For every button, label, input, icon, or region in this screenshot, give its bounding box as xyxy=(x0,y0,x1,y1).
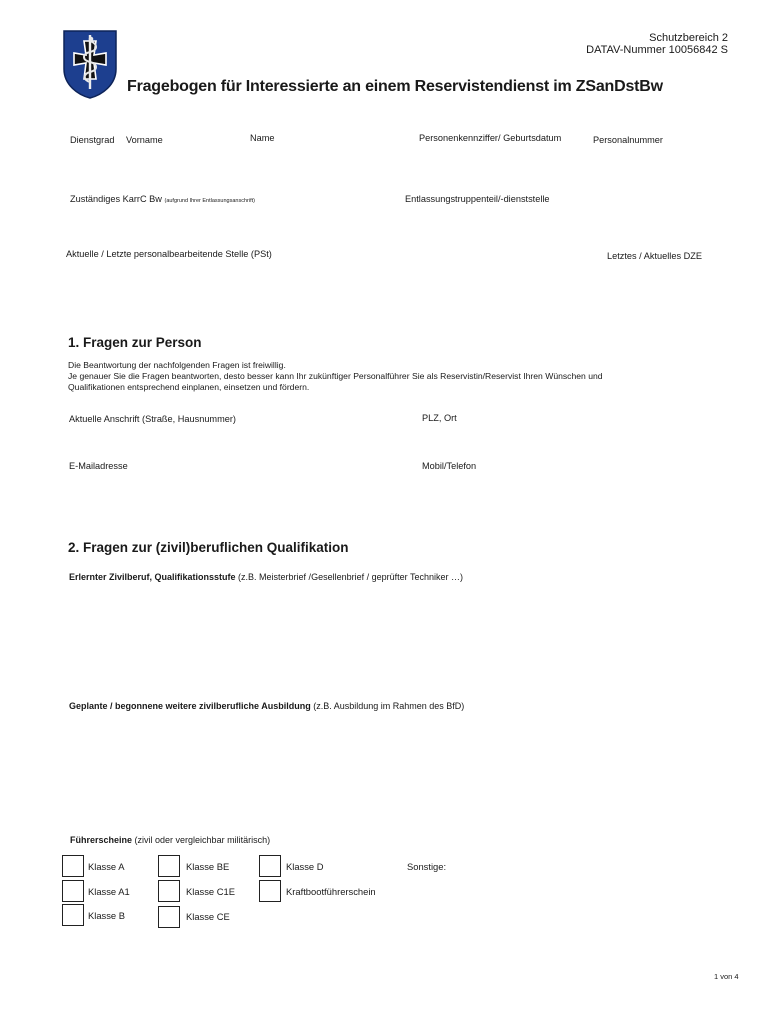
entlassungstruppenteil-label: Entlassungstruppenteil/-dienststelle xyxy=(405,194,550,204)
section1-heading: 1. Fragen zur Person xyxy=(68,335,202,350)
klasse-a-label: Klasse A xyxy=(88,861,125,872)
kraftboot-label: Kraftbootführerschein xyxy=(286,886,376,897)
email-label: E-Mailadresse xyxy=(69,461,128,471)
ausbildung-label-bold: Geplante / begonnene weitere zivilberufliche Ausbildung xyxy=(69,701,311,711)
coat-of-arms-icon xyxy=(62,29,118,99)
personenkennziffer-label: Personenkennziffer/ Geburtsdatum xyxy=(419,133,562,143)
schutzbereich-label: Schutzbereich 2 xyxy=(649,32,728,44)
klasse-ce-label: Klasse CE xyxy=(186,911,230,922)
checkbox-klasse-b[interactable] xyxy=(62,904,84,926)
fuehrerscheine-label xyxy=(70,835,270,845)
checkbox-klasse-be[interactable] xyxy=(158,855,180,877)
page-number: 1 von 4 xyxy=(714,972,739,981)
klasse-b-label: Klasse B xyxy=(88,910,125,921)
zivilberuf-label-bold: Erlernter Zivilberuf, Qualifikationsstufe xyxy=(69,572,236,582)
karrc-note: (aufgrund Ihrer Entlassungsanschrift) xyxy=(164,198,255,204)
ausbildung-label-note: (z.B. Ausbildung im Rahmen des BfD) xyxy=(310,701,465,711)
fuehrerscheine-label-bold: Führerscheine xyxy=(70,835,133,845)
fuehrerscheine-label-note: (zivil oder vergleichbar militärisch) xyxy=(132,835,271,845)
karrc-label xyxy=(70,194,255,204)
vorname-label: Vorname xyxy=(126,135,163,145)
page-title: Fragebogen für Interessierte an einem Reservistendienst im ZSanDstBw xyxy=(127,78,663,95)
klasse-d-label: Klasse D xyxy=(286,861,324,872)
ausbildung-label xyxy=(69,701,464,711)
sonstige-label: Sonstige: xyxy=(407,861,447,872)
anschrift-label: Aktuelle Anschrift (Straße, Hausnummer) xyxy=(69,414,236,424)
section1-intro-2: Je genauer Sie die Fragen beantworten, desto besser kann Ihr zukünftiger Personalführer Sie als Reservistin/Reservist Ihren Wünschen und xyxy=(68,371,603,381)
checkbox-klasse-ce[interactable] xyxy=(158,906,180,928)
section1-intro-3: Qualifikationen entsprechend einplanen, einsetzen und fördern. xyxy=(68,382,310,392)
plz-label: PLZ, Ort xyxy=(422,413,457,423)
mobil-label: Mobil/Telefon xyxy=(422,461,477,471)
name-label: Name xyxy=(250,133,275,143)
karrc-label-text: Zuständiges KarrC Bw xyxy=(70,194,162,204)
pst-label: Aktuelle / Letzte personalbearbeitende Stelle (PSt) xyxy=(66,249,272,259)
zivilberuf-label xyxy=(69,572,463,582)
dienstgrad-label: Dienstgrad xyxy=(70,135,115,145)
checkbox-klasse-c1e[interactable] xyxy=(158,880,180,902)
personalnummer-label: Personalnummer xyxy=(593,135,663,145)
checkbox-klasse-a[interactable] xyxy=(62,855,84,877)
klasse-a1-label: Klasse A1 xyxy=(88,886,130,897)
checkbox-kraftboot[interactable] xyxy=(259,880,281,902)
section2-heading: 2. Fragen zur (zivil)beruflichen Qualifikation xyxy=(68,540,349,555)
datav-number: DATAV-Nummer 10056842 S xyxy=(586,44,728,56)
section1-intro-1: Die Beantwortung der nachfolgenden Fragen ist freiwillig. xyxy=(68,360,286,370)
klasse-be-label: Klasse BE xyxy=(186,861,230,872)
klasse-c1e-label: Klasse C1E xyxy=(186,886,235,897)
checkbox-klasse-a1[interactable] xyxy=(62,880,84,902)
checkbox-klasse-d[interactable] xyxy=(259,855,281,877)
dze-label: Letztes / Aktuelles DZE xyxy=(607,251,702,261)
zivilberuf-label-note: (z.B. Meisterbrief /Gesellenbrief / geprüfter Techniker …) xyxy=(235,572,463,582)
